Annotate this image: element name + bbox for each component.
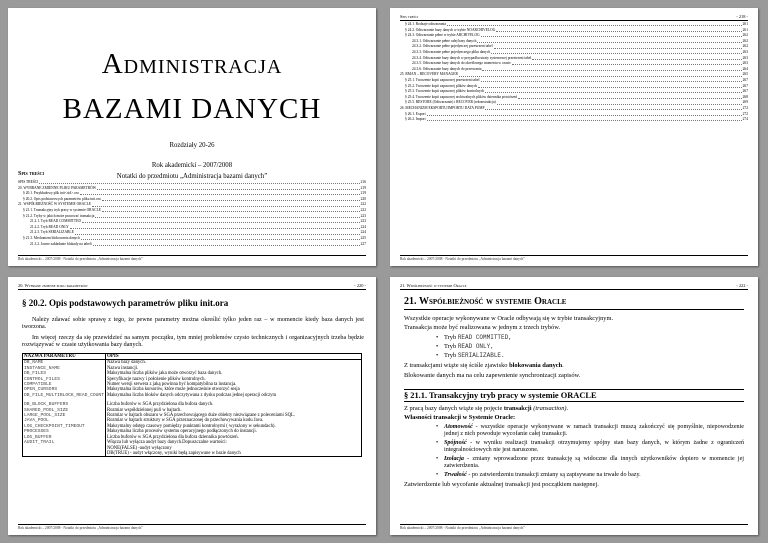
toc-leader-dots <box>97 186 359 190</box>
page-number: - 220 - <box>354 283 366 288</box>
definition: - po zatwierdzeniu transakcji zmiany są zapisywane na trwałe do bazy. <box>466 472 641 478</box>
parameter-description: Nazwa instancji. <box>105 366 361 371</box>
toc-entry-label: § 25.5. RESTORE (Odtwarzanie) i RECOVER (rekonstrukcja) <box>405 100 496 105</box>
book-title-line2: BAZAMI DANYCH <box>62 93 322 125</box>
page-footer: Rok akademicki – 2007/2008 - Notatki do przedmiotu „Administracja bazami danych” <box>18 255 366 261</box>
toc-leader-dots <box>478 84 741 88</box>
academic-year: Rok akademicki – 2007/2008 <box>151 162 233 169</box>
page-footer: Rok akademicki – 2007/2008 - Notatki do przedmiotu „Administracja bazami danych” <box>400 255 748 261</box>
toc-entry-label: 24.3.1. Odtwarzanie pełne całej bazy danych <box>412 38 477 43</box>
parameter-name: LOG_BUFFER <box>23 435 106 440</box>
toc-leader-dots <box>485 89 741 93</box>
parameter-name: AUDIT_TRAIL <box>23 440 106 457</box>
paragraph <box>404 362 746 370</box>
parameter-description: Włącza lub wyłącza audyt bazy danych.Dopuszczalne wartości: NONE(FALSE) -audyt wyłączony DB(TRUE) - audyt włączony, wyniki będą zapisywane w bazie danych <box>105 440 361 457</box>
paragraph: Należy zdawać sobie sprawę z tego, że pewne parametry można określić tylko jeden raz – w momencie kiedy baza danych jest tworzona. <box>22 317 364 331</box>
mode-name: READ COMMITTED, <box>457 334 512 341</box>
list-item <box>444 334 512 342</box>
toc-entry-label: SPIS TREŚCI <box>18 180 39 184</box>
parameter-description: Rozmiar w bajtach obszaru w SGA przechowującego duże obiekty niezwiązane z poleceniami SQL. <box>105 413 361 418</box>
page-footer: Rok akademicki – 2007/2008 - Notatki do przedmiotu „Administracja bazami danych” <box>400 524 748 530</box>
parameter-description: Maksymalny odstęp czasowy pomiędzy punktami kontrolnymi ( wyrażony w sekundach). <box>105 424 361 429</box>
column-header: OPIS <box>105 354 361 360</box>
toc-entry-label: § 24.2. Odtwarzanie bazy danych w trybie NOARCHIVELOG <box>405 27 496 32</box>
toc-entry-page: 223 <box>360 213 366 218</box>
toc-entry-page: 261 <box>742 27 748 32</box>
toc-entry[interactable] <box>18 242 366 248</box>
parameter-description: Rozmiar współdzielonej puli w bajtach. <box>105 408 361 413</box>
toc-entry-page: 227 <box>360 241 366 246</box>
parameter-name: SHARED_POOL_SIZE <box>23 408 106 413</box>
toc-leader-dots <box>39 180 359 184</box>
toc-entry-page: 263 <box>742 49 748 54</box>
toc-leader-dots <box>102 197 360 201</box>
toc-leader-dots <box>447 22 742 26</box>
running-header <box>400 283 748 290</box>
toc-entry-page: 272 <box>742 111 748 116</box>
toc-leader-dots <box>485 106 741 110</box>
toc-entry-page: 264 <box>742 66 748 71</box>
section-title: § 20.2. Opis podstawowych parametrów pliku init.ora <box>22 298 229 308</box>
toc-entry-label: § 24.1. Rodzaje odtwarzania <box>405 22 447 26</box>
toc-leader-dots <box>459 72 742 76</box>
toc-entry-page: 216 <box>360 180 366 184</box>
toc-entry-label: 21. WSPÓŁBIEŻNOŚĆ W SYSTEMIE ORACLE <box>18 202 91 207</box>
text-run-bold: blokowania danych <box>509 362 563 369</box>
list-item <box>444 456 744 471</box>
toc-entry-label: 25. RMAN – RECOVERY MANAGER <box>400 72 458 77</box>
parameter-name: INSTANCE_NAME <box>23 366 106 371</box>
toc-entry-page: 267 <box>742 89 748 94</box>
toc-entry-label: 21.2.1. Tryb READ COMMITTED <box>30 219 81 224</box>
paragraph: Zatwierdzenie lub wycofanie aktualnej transakcji jest początkiem następnej. <box>404 481 599 488</box>
parameters-table <box>22 353 362 457</box>
toc-leader-dots <box>496 28 741 32</box>
toc-entry-label: § 24.3. Odtwarzanie pełne w trybie ARCHIVELOG <box>405 33 480 38</box>
toc-leader-dots <box>427 117 742 121</box>
toc-entry-page: 263 <box>742 55 748 60</box>
page-parameters <box>8 277 376 535</box>
toc-leader-dots <box>532 56 741 60</box>
definition: - wszystkie operacje wykonywane w ramach transakcji muszą zakończyć się pomyślnie, niepowodzenie jednej z nich powoduje wycofanie całej transakcji. <box>444 424 744 438</box>
toc-leader-dots <box>75 230 360 234</box>
toc-entry-page: 224 <box>360 224 366 229</box>
chapter-heading <box>404 296 744 310</box>
parameter-name: COMPATIBLE <box>23 382 106 387</box>
toc-entry-page: 261 <box>742 22 748 26</box>
parameter-name: CONTROL_FILES <box>23 377 106 382</box>
toc-leader-dots <box>481 78 742 82</box>
toc-leader-dots <box>70 225 360 229</box>
toc-leader-dots <box>102 208 360 212</box>
toc-entry-label: 24.3.2. Odtwarzanie pełne pojedynczej przestrzeni tabel <box>412 44 493 49</box>
toc-entry-label: § 21.3. Mechanizm blokowania danych <box>23 235 80 240</box>
paragraph: Transakcja może być realizowana w jednym z trzech trybów. <box>404 324 561 331</box>
toc-entry-label: § 25.3. Tworzenie kopii zapasowej plików kontrolnych <box>405 89 485 94</box>
parameter-name: OPEN_CURSORS <box>23 387 106 392</box>
page-concurrency <box>390 277 758 535</box>
parameter-name: DB_FILE_MULTIBLOCK_READ_COUNT <box>24 392 104 398</box>
toc-entry-page: 219 <box>360 185 366 190</box>
mode-prefix: Tryb <box>444 343 457 350</box>
definition: - zmiany wprowadzone przez transakcję są widoczne dla innych użytkowników dopiero w momencie jej zatwierdzenia. <box>444 456 744 470</box>
parameter-description: Rozmiar w bajtach struktury w SGA przeznaczonej do przechowywania kodu Java. <box>105 418 361 423</box>
toc-leader-dots <box>92 202 360 206</box>
toc-entry-label: § 25.1. Tworzenie kopii zapasowej przestrzeni tabel <box>405 77 480 82</box>
toc-entry-label: 21.2.2. Tryb READ ONLY <box>30 224 69 229</box>
chapters-subtitle: Rozdziały 20-26 <box>169 142 215 149</box>
toc-entry-page: 222 <box>360 207 366 212</box>
mode-prefix: Tryb <box>444 352 457 359</box>
toc-entry-page: 262 <box>742 33 748 38</box>
term: Trwałość <box>444 472 467 478</box>
section-heading: § 21.1. Transakcyjny tryb pracy w systemie ORACLE <box>404 389 744 402</box>
term: Atomowość <box>444 424 473 430</box>
toc-leader-dots <box>93 242 360 246</box>
toc-entry-page: 224 <box>360 230 366 235</box>
parameter-name: DB_BLOCK_BUFFERS <box>23 402 106 407</box>
text-run-bold: transakcji <box>503 405 532 412</box>
paragraph: Im więcej rzeczy da się przewidzieć na samym początku, tym mniej problemów czysto technicznych i organizacyjnych trzeba będzie rozwiązywać w czasie użytkowania bazy danych. <box>22 335 364 349</box>
parameter-description: Numer wersji serwera z jaką powinna być kompatybilna ta instancja. <box>105 382 361 387</box>
toc-leader-dots <box>491 50 741 54</box>
parameter-name: LARGE_POOL_SIZE <box>23 413 106 418</box>
toc-entry-label: § 25.4. Tworzenie kopii zapasowej archiwalnych plików dziennika powtórzeń <box>405 94 518 99</box>
list-item <box>444 472 744 479</box>
list-item <box>444 440 744 455</box>
running-header <box>18 283 366 290</box>
toc-list <box>18 180 366 247</box>
header-left: 20. Wybrane zmienne pliku parametrów <box>18 283 88 288</box>
toc-leader-dots <box>82 219 360 223</box>
parameter-name: LOG_CHECKPOINT_TIMEOUT <box>23 424 106 429</box>
toc-leader-dots <box>81 236 360 240</box>
text-run: Z transakcjami wiąże się ściśle zjawisko <box>404 362 510 369</box>
toc-leader-dots <box>80 191 360 195</box>
column-header: NAZWA PARAMETRU <box>23 354 106 360</box>
toc-entry-page: 272 <box>742 105 748 110</box>
chapter-title: Współbieżność w systemie Oracle <box>419 296 567 307</box>
toc-entry-label: § 25.2. Tworzenie kopii zapasowej plików danych <box>405 83 478 88</box>
toc-entry-page: 274 <box>742 117 748 122</box>
text-run: . <box>562 362 564 369</box>
toc-entry-label: § 20.2. Opis podstawowych parametrów pliku init.ora <box>23 196 101 201</box>
toc-entry-page: 269 <box>742 100 748 105</box>
parameter-description: Maksymalna liczba procesów systemu operacyjnego podłączonych do instancji. <box>105 429 361 434</box>
toc-entry-page: 267 <box>742 83 748 88</box>
toc-leader-dots <box>481 33 742 37</box>
paragraph <box>404 405 746 413</box>
toc-entry-page: 268 <box>742 94 748 99</box>
page-number: - 218 - <box>736 14 748 19</box>
paragraph: Blokowanie danych ma na celu zapewnienie synchronizacji zapisów. <box>404 372 581 379</box>
toc-leader-dots <box>518 95 742 99</box>
toc-entry-label: § 21.2. Tryby w jakich może pracować transakcja <box>23 213 95 218</box>
mode-name: SERIALIZABLE. <box>457 352 505 359</box>
parameter-description: Maksymalna liczba plików jaka może otworzyć baza danych. <box>105 371 361 376</box>
parameter-name: JAVA_POOL <box>23 418 106 423</box>
text-run: Z pracą bazy danych wiąże się pojęcie <box>404 405 504 412</box>
toc-entry-label: § 26.2. Import <box>405 117 426 122</box>
paragraph: Wszystkie operacje wykonywane w Oracle odbywają się w trybie transakcyjnym. <box>404 315 614 322</box>
mode-prefix: Tryb <box>444 334 457 341</box>
list-item <box>444 343 494 351</box>
toc-entry[interactable] <box>400 117 748 123</box>
toc-entry-label: 24.3.3. Odtwarzanie pełne pojedynczego pliku danych <box>412 49 491 54</box>
parameter-description: Maksymalna liczba bloków danych odczytywana z dysku podczas jednej operacji odczytu <box>105 393 361 398</box>
header-left: Spis treści <box>400 14 419 19</box>
term: Izolacja <box>444 456 464 462</box>
toc-list <box>400 22 748 123</box>
text-run: . <box>566 405 569 412</box>
toc-entry-label: 26. MECHANIZM EKSPORTU/IMPORTU DATA PUMP <box>400 105 485 110</box>
running-header <box>400 14 748 21</box>
toc-entry-label: 24.3.5. Odtwarzanie bazy danych do określonego momentu w czasie <box>412 61 511 66</box>
list-item <box>444 352 505 360</box>
table-row <box>23 440 362 457</box>
toc-entry-page: 267 <box>742 77 748 82</box>
parameter-description: Liczba buforów w SGA przydzielona dla bufora danych. <box>105 402 361 407</box>
toc-entry-page: 223 <box>360 219 366 224</box>
title-block <box>8 50 376 180</box>
page-number: - 222 - <box>736 283 748 288</box>
term: Spójność <box>444 440 467 446</box>
toc-entry-label: 21.3.2. Jawne zakładanie blokady na tabeli <box>30 241 92 246</box>
toc-leader-dots <box>482 67 741 71</box>
parameter-name: DB_FILES <box>23 371 106 376</box>
definition: - w wyniku realizacji transakcji otrzymujemy spójny stan bazy danych, w którym żadne z ograniczeń integralnościowych nie jest naruszone. <box>444 440 744 454</box>
toc-leader-dots <box>497 100 742 104</box>
mode-name: READ ONLY, <box>457 343 494 350</box>
toc-heading: Spis treści <box>18 170 45 177</box>
toc-entry-label: 20. WYBRANE ZMIENNE PLIKU PARAMETRÓW <box>18 185 97 190</box>
toc-entry-page: 265 <box>742 72 748 77</box>
paragraph: Własności transakcji w Systemie Oracle: <box>404 414 516 421</box>
toc-entry-label: 24.3.6. Odtwarzanie bazy danych do przerwania <box>412 66 482 71</box>
parameter-description: Specyfikacje nazwy i położenie plików kontrolnych. <box>105 377 361 382</box>
parameter-description: Nazwa bazy danych. <box>105 360 361 366</box>
list-item <box>444 424 744 439</box>
parameter-name: DB_NAME <box>23 360 106 366</box>
toc-entry-page: 225 <box>360 235 366 240</box>
page-title-and-toc <box>8 8 376 266</box>
header-left: 21. Współbieżność w systemie Oracle <box>400 283 467 288</box>
chapter-number: 21. <box>404 296 417 307</box>
toc-leader-dots <box>512 61 742 65</box>
text-run-italic: (transaction) <box>531 405 567 412</box>
toc-entry-page: 219 <box>360 191 366 196</box>
toc-leader-dots <box>95 214 359 218</box>
toc-entry-label: 21.2.3. Tryb SERIALIZABLE <box>30 230 74 235</box>
toc-entry-label: § 26.1. Export <box>405 111 426 116</box>
book-title-line1: Administracja <box>101 48 283 80</box>
toc-entry-page: 220 <box>360 196 366 201</box>
toc-entry-page: 262 <box>742 38 748 43</box>
toc-entry-page: 263 <box>742 61 748 66</box>
parameter-name: PROCESSES <box>23 429 106 434</box>
course-notes: Notatki do przedmiotu „Administracja bazami danych” <box>116 173 268 180</box>
toc-entry-label: 24.3.4. Odtwarzanie bazy danych w przypadku utraty systemowej przestrzeni tabel <box>412 55 532 60</box>
toc-leader-dots <box>494 44 742 48</box>
page-toc-continued <box>390 8 758 266</box>
toc-entry-label: § 20.1. Przykładowy plik init<sid>.ora <box>23 191 79 196</box>
toc-entry-page: 222 <box>360 202 366 207</box>
toc-entry-page: 262 <box>742 44 748 49</box>
toc-leader-dots <box>427 112 742 116</box>
toc-leader-dots <box>477 39 741 43</box>
parameter-description: Maksymalna liczba kursorów, które może jednocześnie otworzyć sesja <box>105 387 361 392</box>
toc-entry-label: § 21.1. Transakcyjny tryb pracy w systemie ORACLE <box>23 207 101 212</box>
page-footer: Rok akademicki – 2007/2008 - Notatki do przedmiotu „Administracja bazami danych” <box>18 524 366 530</box>
parameter-description: Liczba buforów w SGA przydzielona dla bufora dziennika powtórzeń. <box>105 435 361 440</box>
